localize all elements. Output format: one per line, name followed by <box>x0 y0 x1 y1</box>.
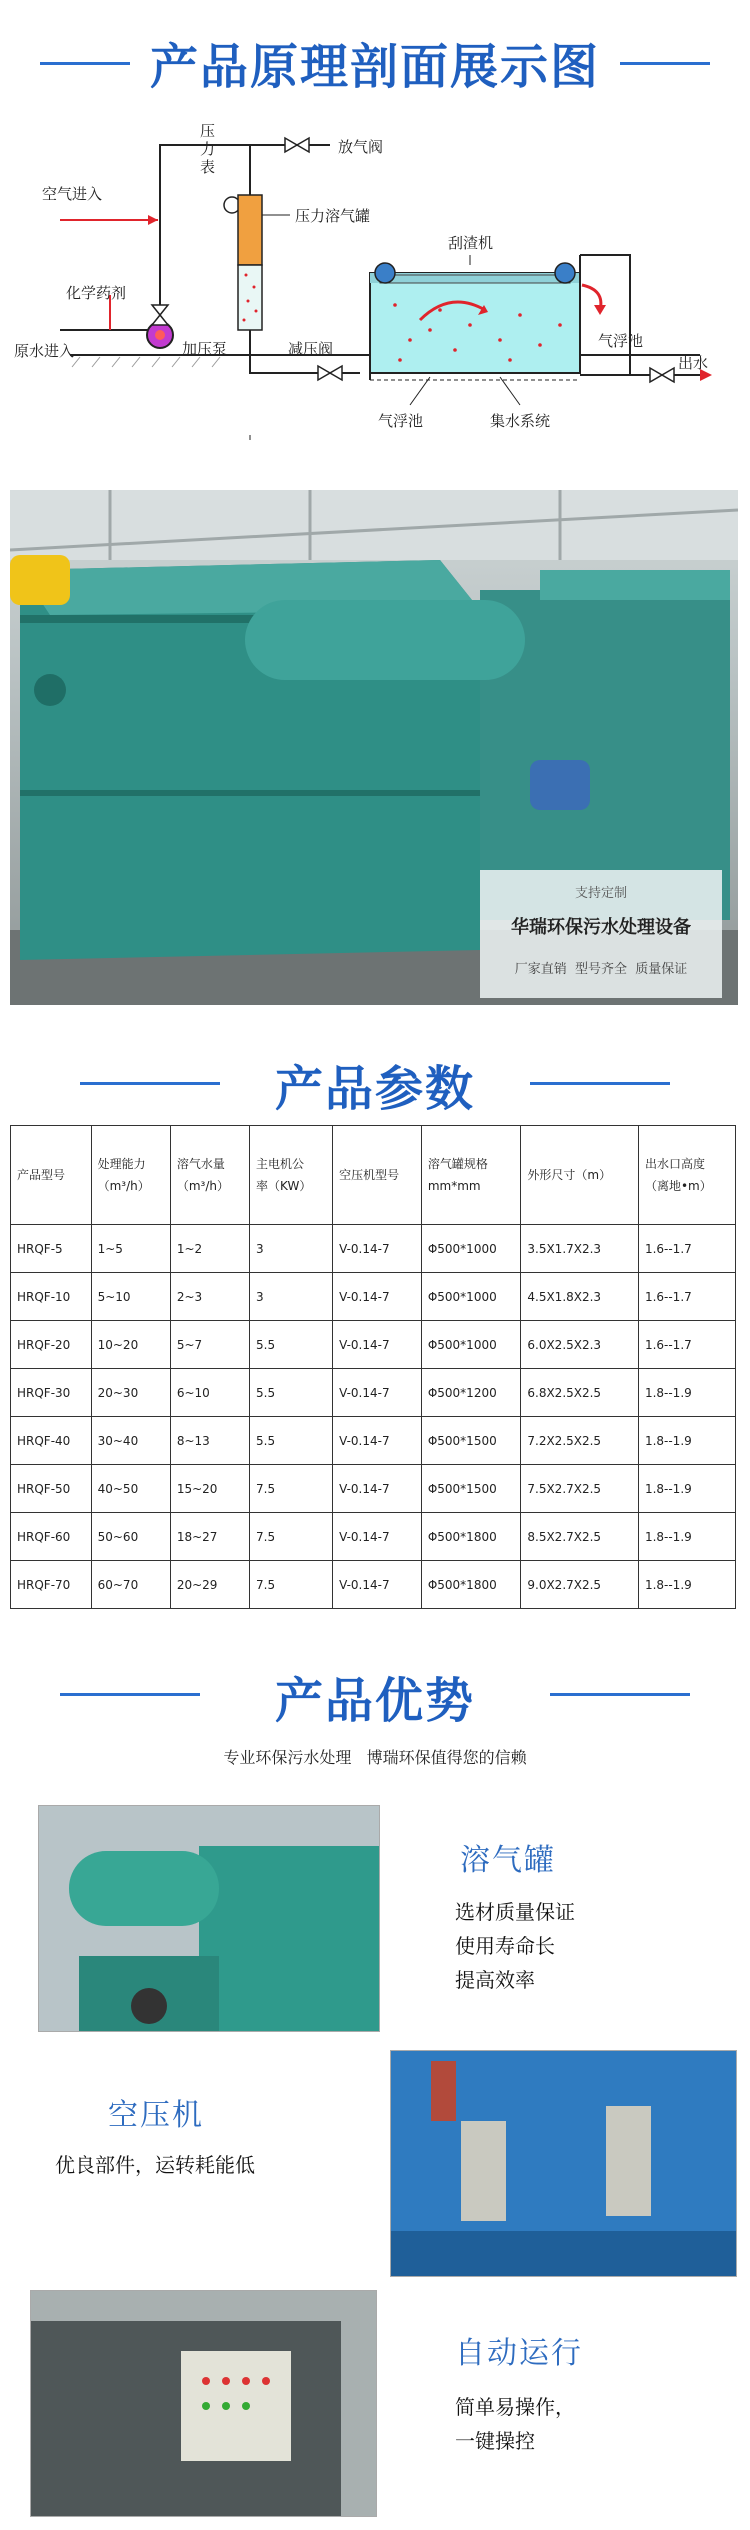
label-collection: 集水系统 <box>490 412 551 430</box>
banner-company: 华瑞环保污水处理设备 <box>511 917 691 938</box>
table-cell: 1.6--1.7 <box>638 1273 735 1321</box>
table-cell: V-0.14-7 <box>333 1225 422 1273</box>
table-cell: HRQF-10 <box>11 1273 92 1321</box>
table-cell: 50~60 <box>91 1513 170 1561</box>
table-row <box>11 1321 736 1369</box>
table-cell: 18~27 <box>170 1513 249 1561</box>
item2-line1: 优良部件，运转耗能低 <box>55 2153 255 2177</box>
table-row <box>11 1513 736 1561</box>
item1-title: 溶气罐 <box>460 1843 556 1878</box>
label-raw-water: 原水进入 <box>14 342 75 360</box>
table-cell: 3 <box>250 1273 333 1321</box>
table-cell: HRQF-60 <box>11 1513 92 1561</box>
table-cell: 3 <box>250 1225 333 1273</box>
table-cell: 7.5 <box>250 1561 333 1609</box>
table-row <box>11 1225 736 1273</box>
item2-title: 空压机 <box>108 2098 204 2133</box>
label-scraper: 刮渣机 <box>448 234 494 252</box>
table-cell: V-0.14-7 <box>333 1321 422 1369</box>
adv-line-right <box>550 1693 690 1696</box>
table-cell: V-0.14-7 <box>333 1561 422 1609</box>
table-cell: V-0.14-7 <box>333 1513 422 1561</box>
table-cell: 1.8--1.9 <box>638 1465 735 1513</box>
item3-line1: 简单易操作， <box>455 2395 575 2419</box>
banner-custom: 支持定制 <box>574 886 627 901</box>
table-cell: 1.8--1.9 <box>638 1513 735 1561</box>
control-panel-photo <box>30 2290 377 2517</box>
table-cell: 7.2X2.5X2.5 <box>521 1417 639 1465</box>
table-cell: HRQF-5 <box>11 1225 92 1273</box>
label-pressure-tank: 压力溶气罐 <box>295 207 371 225</box>
table-cell: Φ500*1000 <box>421 1273 521 1321</box>
table-cell: 40~50 <box>91 1465 170 1513</box>
params-title: 产品参数 <box>274 1061 475 1117</box>
table-cell: Φ500*1000 <box>421 1321 521 1369</box>
column-header: 处理能力 （m³/h） <box>91 1126 170 1225</box>
table-cell: HRQF-30 <box>11 1369 92 1417</box>
table-cell: 20~29 <box>170 1561 249 1609</box>
table-cell: V-0.14-7 <box>333 1417 422 1465</box>
params-table <box>10 1125 736 1609</box>
table-cell: 1.8--1.9 <box>638 1417 735 1465</box>
table-row <box>11 1417 736 1465</box>
params-line-right <box>530 1082 670 1085</box>
table-cell: 10~20 <box>91 1321 170 1369</box>
item3-line2: 一键操控 <box>455 2429 535 2453</box>
table-cell: 6~10 <box>170 1369 249 1417</box>
column-header: 溶气罐规格 mm*mm <box>421 1126 521 1225</box>
table-cell: 6.0X2.5X2.3 <box>521 1321 639 1369</box>
label-float-tank-right: 气浮池 <box>598 332 644 350</box>
table-cell: 8.5X2.7X2.5 <box>521 1513 639 1561</box>
principle-title: 产品原理剖面展示图 <box>149 39 600 95</box>
title-line-right <box>620 62 710 65</box>
table-header-row <box>11 1126 736 1225</box>
banner-tags: 厂家直销 型号齐全 质量保证 <box>514 962 688 977</box>
label-chemical: 化学药剂 <box>66 284 127 302</box>
table-cell: 30~40 <box>91 1417 170 1465</box>
table-cell: V-0.14-7 <box>333 1273 422 1321</box>
table-row <box>11 1369 736 1417</box>
table-row <box>11 1465 736 1513</box>
table-cell: 1~5 <box>91 1225 170 1273</box>
table-cell: 1.8--1.9 <box>638 1561 735 1609</box>
label-vent-valve: 放气阀 <box>338 138 384 156</box>
column-header: 产品型号 <box>11 1126 92 1225</box>
table-cell: 15~20 <box>170 1465 249 1513</box>
table-cell: 5.5 <box>250 1321 333 1369</box>
air-compressor-photo <box>390 2050 737 2277</box>
table-row <box>11 1273 736 1321</box>
item1-line3: 提高效率 <box>455 1968 535 1992</box>
table-cell: 1~2 <box>170 1225 249 1273</box>
table-cell: V-0.14-7 <box>333 1369 422 1417</box>
table-cell: Φ500*1800 <box>421 1513 521 1561</box>
support-banner <box>480 870 722 998</box>
label-air-in: 空气进入 <box>42 185 103 203</box>
table-cell: HRQF-50 <box>11 1465 92 1513</box>
table-cell: Φ500*1000 <box>421 1225 521 1273</box>
table-cell: HRQF-70 <box>11 1561 92 1609</box>
advantage-subtitle: 专业环保污水处理 博瑞环保值得您的信赖 <box>223 1748 527 1767</box>
table-cell: 5.5 <box>250 1417 333 1465</box>
table-cell: Φ500*1800 <box>421 1561 521 1609</box>
table-cell: 7.5 <box>250 1513 333 1561</box>
table-row <box>11 1561 736 1609</box>
label-pump: 加压泵 <box>182 340 228 358</box>
table-cell: Φ500*1200 <box>421 1369 521 1417</box>
table-cell: 1.6--1.7 <box>638 1321 735 1369</box>
table-cell: 8~13 <box>170 1417 249 1465</box>
table-cell: Φ500*1500 <box>421 1465 521 1513</box>
column-header: 出水口高度 （离地•m） <box>638 1126 735 1225</box>
column-header: 空压机型号 <box>333 1126 422 1225</box>
table-cell: 2~3 <box>170 1273 249 1321</box>
table-cell: 9.0X2.7X2.5 <box>521 1561 639 1609</box>
table-cell: 6.8X2.5X2.5 <box>521 1369 639 1417</box>
table-cell: 5.5 <box>250 1369 333 1417</box>
item1-line2: 使用寿命长 <box>455 1934 555 1958</box>
dissolved-air-tank-photo <box>38 1805 380 2032</box>
table-cell: HRQF-20 <box>11 1321 92 1369</box>
label-pressure-gauge: 压 力 表 <box>200 122 216 176</box>
table-cell: 3.5X1.7X2.3 <box>521 1225 639 1273</box>
table-cell: 7.5 <box>250 1465 333 1513</box>
advantage-title: 产品优势 <box>274 1673 475 1729</box>
label-float-tank-bottom: 气浮池 <box>378 412 424 430</box>
table-cell: 20~30 <box>91 1369 170 1417</box>
table-cell: 1.6--1.7 <box>638 1225 735 1273</box>
column-header: 溶气水量 （m³/h） <box>170 1126 249 1225</box>
label-relief-valve: 减压阀 <box>288 340 334 358</box>
table-cell: 5~10 <box>91 1273 170 1321</box>
table-cell: HRQF-40 <box>11 1417 92 1465</box>
table-cell: 4.5X1.8X2.3 <box>521 1273 639 1321</box>
table-cell: 1.8--1.9 <box>638 1369 735 1417</box>
item1-line1: 选材质量保证 <box>455 1900 575 1924</box>
table-cell: V-0.14-7 <box>333 1465 422 1513</box>
table-cell: 7.5X2.7X2.5 <box>521 1465 639 1513</box>
item3-title: 自动运行 <box>455 2336 583 2371</box>
table-cell: Φ500*1500 <box>421 1417 521 1465</box>
label-outlet: 出水 <box>678 354 709 372</box>
column-header: 主电机公 率（KW） <box>250 1126 333 1225</box>
table-cell: 60~70 <box>91 1561 170 1609</box>
column-header: 外形尺寸（m） <box>521 1126 639 1225</box>
table-cell: 5~7 <box>170 1321 249 1369</box>
